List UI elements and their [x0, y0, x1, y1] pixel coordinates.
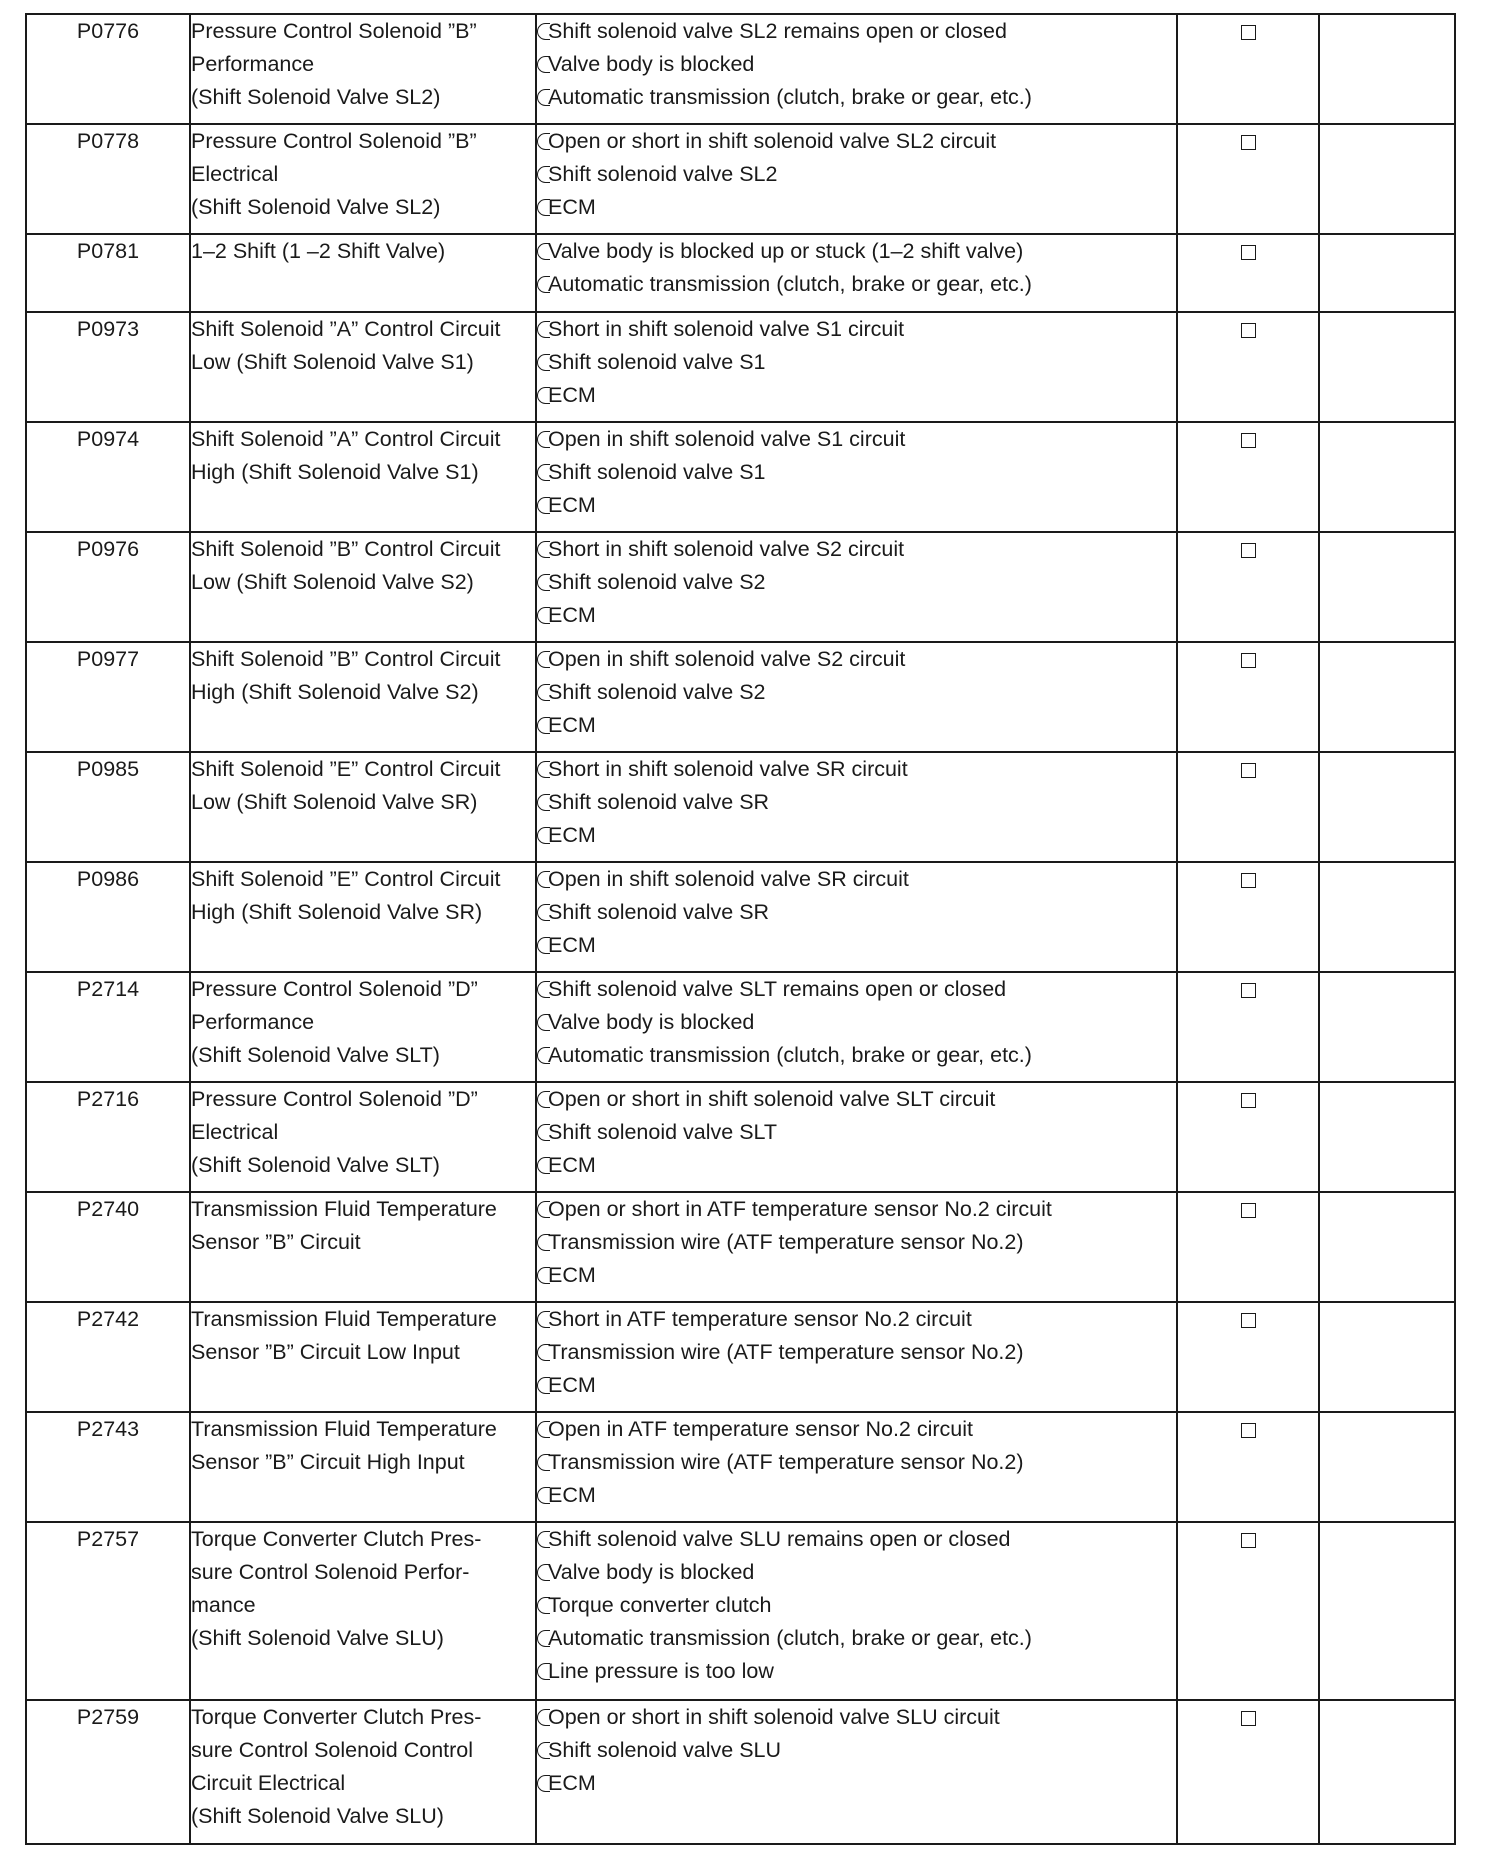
table-row — [26, 234, 1455, 312]
trouble-area-item — [537, 599, 1176, 632]
trouble-area — [536, 422, 1177, 532]
trouble-area-text: ECM — [548, 1153, 596, 1177]
table-row — [26, 422, 1455, 532]
trouble-area-text: Shift solenoid valve SL2 — [548, 162, 778, 186]
trouble-area-text: Automatic transmission (clutch, brake or gear, etc.) — [548, 1043, 1032, 1067]
checkbox-icon[interactable] — [1241, 1093, 1256, 1108]
trouble-area-item — [537, 1039, 1176, 1072]
detection-item-line: Low (Shift Solenoid Valve S2) — [191, 570, 474, 594]
trouble-area-text: Valve body is blocked — [548, 52, 755, 76]
detection-item-line: Shift Solenoid ”A” Control Circuit — [191, 317, 501, 341]
trouble-area-text: Short in shift solenoid valve SR circuit — [548, 757, 908, 781]
trouble-area-text: ECM — [548, 933, 596, 957]
trouble-area-item — [537, 1479, 1176, 1512]
detection-item-line: (Shift Solenoid Valve SLU) — [191, 1804, 444, 1828]
detection-item-line: High (Shift Solenoid Valve S2) — [191, 680, 479, 704]
checkbox-icon[interactable] — [1241, 323, 1256, 338]
trouble-area-text: Shift solenoid valve S2 — [548, 680, 766, 704]
trouble-area-item — [537, 313, 1176, 346]
trouble-area — [536, 1302, 1177, 1412]
trouble-area-item — [537, 1701, 1176, 1734]
trouble-area-text: Transmission wire (ATF temperature sensor No.2) — [548, 1340, 1024, 1364]
trouble-area — [536, 312, 1177, 422]
trouble-area-text: Shift solenoid valve SLT — [548, 1120, 778, 1144]
trouble-area-item — [537, 456, 1176, 489]
trouble-area-item — [537, 863, 1176, 896]
detection-item — [190, 532, 536, 642]
trouble-area-text: Open in ATF temperature sensor No.2 circuit — [548, 1417, 974, 1441]
dtc-code: P0973 — [26, 312, 190, 422]
trouble-area-item — [537, 81, 1176, 114]
detection-item — [190, 642, 536, 752]
blank-cell — [1319, 1302, 1455, 1412]
detection-item-line: (Shift Solenoid Valve SLU) — [191, 1626, 444, 1650]
checkbox-icon[interactable] — [1241, 245, 1256, 260]
detection-item-line: Low (Shift Solenoid Valve S1) — [191, 350, 474, 374]
trouble-area-text: ECM — [548, 1483, 596, 1507]
trouble-area-item — [537, 786, 1176, 819]
blank-cell — [1319, 642, 1455, 752]
trouble-area-item — [537, 643, 1176, 676]
trouble-area-text: Shift solenoid valve SLT remains open or closed — [548, 977, 1007, 1001]
dtc-code: P2740 — [26, 1192, 190, 1302]
trouble-area-item — [537, 1369, 1176, 1402]
trouble-area-item — [537, 973, 1176, 1006]
blank-cell — [1319, 124, 1455, 234]
detection-item — [190, 422, 536, 532]
detection-item-line: Transmission Fluid Temperature — [191, 1197, 497, 1221]
checkbox-icon[interactable] — [1241, 653, 1256, 668]
dtc-code: P0776 — [26, 14, 190, 124]
detection-item — [190, 1412, 536, 1522]
table-row — [26, 642, 1455, 752]
detection-item — [190, 1522, 536, 1700]
detection-item-line: Shift Solenoid ”A” Control Circuit — [191, 427, 501, 451]
detection-item-line: Pressure Control Solenoid ”B” — [191, 129, 477, 153]
check-cell — [1177, 1412, 1319, 1522]
trouble-area-text: ECM — [548, 493, 596, 517]
trouble-area-text: Shift solenoid valve SLU remains open or closed — [548, 1527, 1011, 1551]
trouble-area-item — [537, 929, 1176, 962]
check-cell — [1177, 1302, 1319, 1412]
trouble-area-text: Open or short in shift solenoid valve SLU circuit — [548, 1705, 1000, 1729]
trouble-area-item — [537, 15, 1176, 48]
detection-item — [190, 1082, 536, 1192]
blank-cell — [1319, 532, 1455, 642]
table-row — [26, 14, 1455, 124]
blank-cell — [1319, 862, 1455, 972]
trouble-area-item — [537, 191, 1176, 224]
detection-item-line: (Shift Solenoid Valve SLT) — [191, 1153, 440, 1177]
blank-cell — [1319, 1700, 1455, 1844]
trouble-area — [536, 972, 1177, 1082]
trouble-area-item — [537, 1116, 1176, 1149]
blank-cell — [1319, 1192, 1455, 1302]
trouble-area-item — [537, 1083, 1176, 1116]
checkbox-icon[interactable] — [1241, 1423, 1256, 1438]
trouble-area-text: Shift solenoid valve S1 — [548, 350, 766, 374]
check-cell — [1177, 1192, 1319, 1302]
trouble-area — [536, 1412, 1177, 1522]
detection-item-line: Pressure Control Solenoid ”D” — [191, 977, 478, 1001]
detection-item-line: sure Control Solenoid Control — [191, 1738, 474, 1762]
detection-item-line: Sensor ”B” Circuit — [191, 1230, 361, 1254]
blank-cell — [1319, 752, 1455, 862]
trouble-area-text: ECM — [548, 603, 596, 627]
checkbox-icon[interactable] — [1241, 135, 1256, 150]
trouble-area — [536, 1082, 1177, 1192]
dtc-code: P0781 — [26, 234, 190, 312]
trouble-area-item — [537, 676, 1176, 709]
detection-item — [190, 862, 536, 972]
trouble-area-text: Automatic transmission (clutch, brake or gear, etc.) — [548, 85, 1032, 109]
detection-item-line: 1–2 Shift (1 –2 Shift Valve) — [191, 239, 446, 263]
trouble-area-item — [537, 268, 1176, 301]
check-cell — [1177, 972, 1319, 1082]
trouble-area-item — [537, 1622, 1176, 1655]
dtc-code: P2742 — [26, 1302, 190, 1412]
checkbox-icon[interactable] — [1241, 25, 1256, 40]
dtc-code: P0976 — [26, 532, 190, 642]
dtc-table-body — [26, 14, 1455, 1844]
trouble-area-item — [537, 235, 1176, 268]
trouble-area — [536, 234, 1177, 312]
trouble-area-item — [537, 1655, 1176, 1688]
blank-cell — [1319, 1412, 1455, 1522]
trouble-area-text: Open in shift solenoid valve S2 circuit — [548, 647, 906, 671]
check-cell — [1177, 124, 1319, 234]
trouble-area-text: Shift solenoid valve SL2 remains open or closed — [548, 19, 1007, 43]
blank-cell — [1319, 1082, 1455, 1192]
trouble-area-text: ECM — [548, 713, 596, 737]
checkbox-icon[interactable] — [1241, 1313, 1256, 1328]
trouble-area-item — [537, 423, 1176, 456]
trouble-area-item — [537, 1149, 1176, 1182]
trouble-area-item — [537, 489, 1176, 522]
trouble-area-text: ECM — [548, 195, 596, 219]
trouble-area-item — [537, 896, 1176, 929]
detection-item — [190, 972, 536, 1082]
checkbox-icon[interactable] — [1241, 433, 1256, 448]
detection-item — [190, 14, 536, 124]
trouble-area-text: Transmission wire (ATF temperature sensor No.2) — [548, 1450, 1024, 1474]
trouble-area-text: ECM — [548, 1373, 596, 1397]
trouble-area-text: Valve body is blocked — [548, 1560, 755, 1584]
check-cell — [1177, 1700, 1319, 1844]
trouble-area-item — [537, 125, 1176, 158]
trouble-area-text: Shift solenoid valve SR — [548, 900, 770, 924]
check-cell — [1177, 1522, 1319, 1700]
table-row — [26, 1412, 1455, 1522]
checkbox-icon[interactable] — [1241, 873, 1256, 888]
check-cell — [1177, 422, 1319, 532]
trouble-area-text: Automatic transmission (clutch, brake or gear, etc.) — [548, 1626, 1032, 1650]
trouble-area-text: Short in shift solenoid valve S1 circuit — [548, 317, 905, 341]
detection-item-line: Shift Solenoid ”B” Control Circuit — [191, 537, 501, 561]
dtc-code: P0974 — [26, 422, 190, 532]
trouble-area-item — [537, 379, 1176, 412]
detection-item-line: High (Shift Solenoid Valve S1) — [191, 460, 479, 484]
trouble-area — [536, 642, 1177, 752]
detection-item — [190, 752, 536, 862]
trouble-area-item — [537, 819, 1176, 852]
trouble-area-item — [537, 1226, 1176, 1259]
detection-item — [190, 1700, 536, 1844]
checkbox-icon[interactable] — [1241, 1203, 1256, 1218]
blank-cell — [1319, 422, 1455, 532]
trouble-area-text: ECM — [548, 383, 596, 407]
blank-cell — [1319, 972, 1455, 1082]
detection-item-line: sure Control Solenoid Perfor- — [191, 1560, 470, 1584]
trouble-area — [536, 1192, 1177, 1302]
trouble-area-item — [537, 533, 1176, 566]
trouble-area — [536, 862, 1177, 972]
trouble-area-text: Shift solenoid valve S2 — [548, 570, 766, 594]
table-row — [26, 1302, 1455, 1412]
trouble-area-text: Shift solenoid valve SLU — [548, 1738, 782, 1762]
checkbox-icon[interactable] — [1241, 763, 1256, 778]
table-row — [26, 752, 1455, 862]
check-cell — [1177, 312, 1319, 422]
trouble-area — [536, 14, 1177, 124]
trouble-area-text: Torque converter clutch — [548, 1593, 772, 1617]
detection-item-line: Shift Solenoid ”B” Control Circuit — [191, 647, 501, 671]
table-row — [26, 312, 1455, 422]
trouble-area-item — [537, 1303, 1176, 1336]
trouble-area-item — [537, 1446, 1176, 1479]
trouble-area-item — [537, 48, 1176, 81]
checkbox-icon[interactable] — [1241, 1533, 1256, 1548]
table-row — [26, 1700, 1455, 1844]
check-cell — [1177, 234, 1319, 312]
trouble-area-item — [537, 753, 1176, 786]
check-cell — [1177, 14, 1319, 124]
trouble-area-text: ECM — [548, 1771, 596, 1795]
table-row — [26, 1522, 1455, 1700]
table-row — [26, 124, 1455, 234]
detection-item-line: High (Shift Solenoid Valve SR) — [191, 900, 483, 924]
trouble-area-item — [537, 1336, 1176, 1369]
trouble-area — [536, 532, 1177, 642]
trouble-area — [536, 124, 1177, 234]
trouble-area-text: Line pressure is too low — [548, 1659, 774, 1683]
table-row — [26, 972, 1455, 1082]
trouble-area — [536, 1522, 1177, 1700]
check-cell — [1177, 862, 1319, 972]
table-row — [26, 1082, 1455, 1192]
detection-item-line: (Shift Solenoid Valve SLT) — [191, 1043, 440, 1067]
dtc-code: P2759 — [26, 1700, 190, 1844]
trouble-area-text: Shift solenoid valve SR — [548, 790, 770, 814]
detection-item-line: Shift Solenoid ”E” Control Circuit — [191, 867, 501, 891]
trouble-area — [536, 752, 1177, 862]
check-cell — [1177, 752, 1319, 862]
trouble-area-item — [537, 1006, 1176, 1039]
detection-item-line: (Shift Solenoid Valve SL2) — [191, 85, 441, 109]
trouble-area-text: Valve body is blocked — [548, 1010, 755, 1034]
blank-cell — [1319, 14, 1455, 124]
detection-item-line: Low (Shift Solenoid Valve SR) — [191, 790, 478, 814]
blank-cell — [1319, 234, 1455, 312]
dtc-code: P0778 — [26, 124, 190, 234]
detection-item-line: Performance — [191, 52, 315, 76]
trouble-area-item — [537, 1734, 1176, 1767]
check-cell — [1177, 1082, 1319, 1192]
table-row — [26, 532, 1455, 642]
detection-item-line: Shift Solenoid ”E” Control Circuit — [191, 757, 501, 781]
trouble-area — [536, 1700, 1177, 1844]
detection-item — [190, 1302, 536, 1412]
detection-item — [190, 312, 536, 422]
trouble-area-item — [537, 566, 1176, 599]
trouble-area-item — [537, 1259, 1176, 1292]
detection-item-line: Sensor ”B” Circuit High Input — [191, 1450, 465, 1474]
trouble-area-item — [537, 1523, 1176, 1556]
trouble-area-text: Open in shift solenoid valve S1 circuit — [548, 427, 906, 451]
blank-cell — [1319, 1522, 1455, 1700]
detection-item-line: Circuit Electrical — [191, 1771, 346, 1795]
checkbox-icon[interactable] — [1241, 983, 1256, 998]
check-cell — [1177, 642, 1319, 752]
trouble-area-item — [537, 709, 1176, 742]
check-cell — [1177, 532, 1319, 642]
trouble-area-item — [537, 346, 1176, 379]
table-row — [26, 862, 1455, 972]
detection-item-line: Electrical — [191, 1120, 279, 1144]
detection-item — [190, 124, 536, 234]
detection-item-line: Pressure Control Solenoid ”D” — [191, 1087, 478, 1111]
trouble-area-text: Shift solenoid valve S1 — [548, 460, 766, 484]
dtc-code: P0977 — [26, 642, 190, 752]
detection-item-line: Pressure Control Solenoid ”B” — [191, 19, 477, 43]
dtc-table — [25, 13, 1456, 1845]
trouble-area-item — [537, 1193, 1176, 1226]
trouble-area-text: ECM — [548, 1263, 596, 1287]
checkbox-icon[interactable] — [1241, 1711, 1256, 1726]
detection-item-line: Transmission Fluid Temperature — [191, 1417, 497, 1441]
dtc-code: P2716 — [26, 1082, 190, 1192]
dtc-code: P2714 — [26, 972, 190, 1082]
trouble-area-text: Short in ATF temperature sensor No.2 circuit — [548, 1307, 972, 1331]
detection-item-line: Performance — [191, 1010, 315, 1034]
detection-item-line: Sensor ”B” Circuit Low Input — [191, 1340, 460, 1364]
detection-item-line: mance — [191, 1593, 256, 1617]
dtc-code: P0985 — [26, 752, 190, 862]
trouble-area-text: Short in shift solenoid valve S2 circuit — [548, 537, 905, 561]
trouble-area-text: Valve body is blocked up or stuck (1–2 shift valve) — [548, 239, 1024, 263]
trouble-area-item — [537, 1767, 1176, 1800]
trouble-area-item — [537, 1413, 1176, 1446]
trouble-area-text: Open in shift solenoid valve SR circuit — [548, 867, 909, 891]
trouble-area-text: Open or short in ATF temperature sensor No.2 circuit — [548, 1197, 1052, 1221]
trouble-area-text: ECM — [548, 823, 596, 847]
dtc-code: P2757 — [26, 1522, 190, 1700]
trouble-area-text: Open or short in shift solenoid valve SLT circuit — [548, 1087, 996, 1111]
detection-item — [190, 234, 536, 312]
trouble-area-item — [537, 158, 1176, 191]
detection-item-line: Torque Converter Clutch Pres- — [191, 1705, 482, 1729]
checkbox-icon[interactable] — [1241, 543, 1256, 558]
trouble-area-item — [537, 1556, 1176, 1589]
detection-item-line: Transmission Fluid Temperature — [191, 1307, 497, 1331]
detection-item-line: Electrical — [191, 162, 279, 186]
trouble-area-text: Automatic transmission (clutch, brake or gear, etc.) — [548, 272, 1032, 296]
detection-item — [190, 1192, 536, 1302]
trouble-area-text: Open or short in shift solenoid valve SL2 circuit — [548, 129, 997, 153]
detection-item-line: Torque Converter Clutch Pres- — [191, 1527, 482, 1551]
dtc-code: P2743 — [26, 1412, 190, 1522]
dtc-code: P0986 — [26, 862, 190, 972]
table-row — [26, 1192, 1455, 1302]
detection-item-line: (Shift Solenoid Valve SL2) — [191, 195, 441, 219]
trouble-area-item — [537, 1589, 1176, 1622]
trouble-area-text: Transmission wire (ATF temperature sensor No.2) — [548, 1230, 1024, 1254]
blank-cell — [1319, 312, 1455, 422]
